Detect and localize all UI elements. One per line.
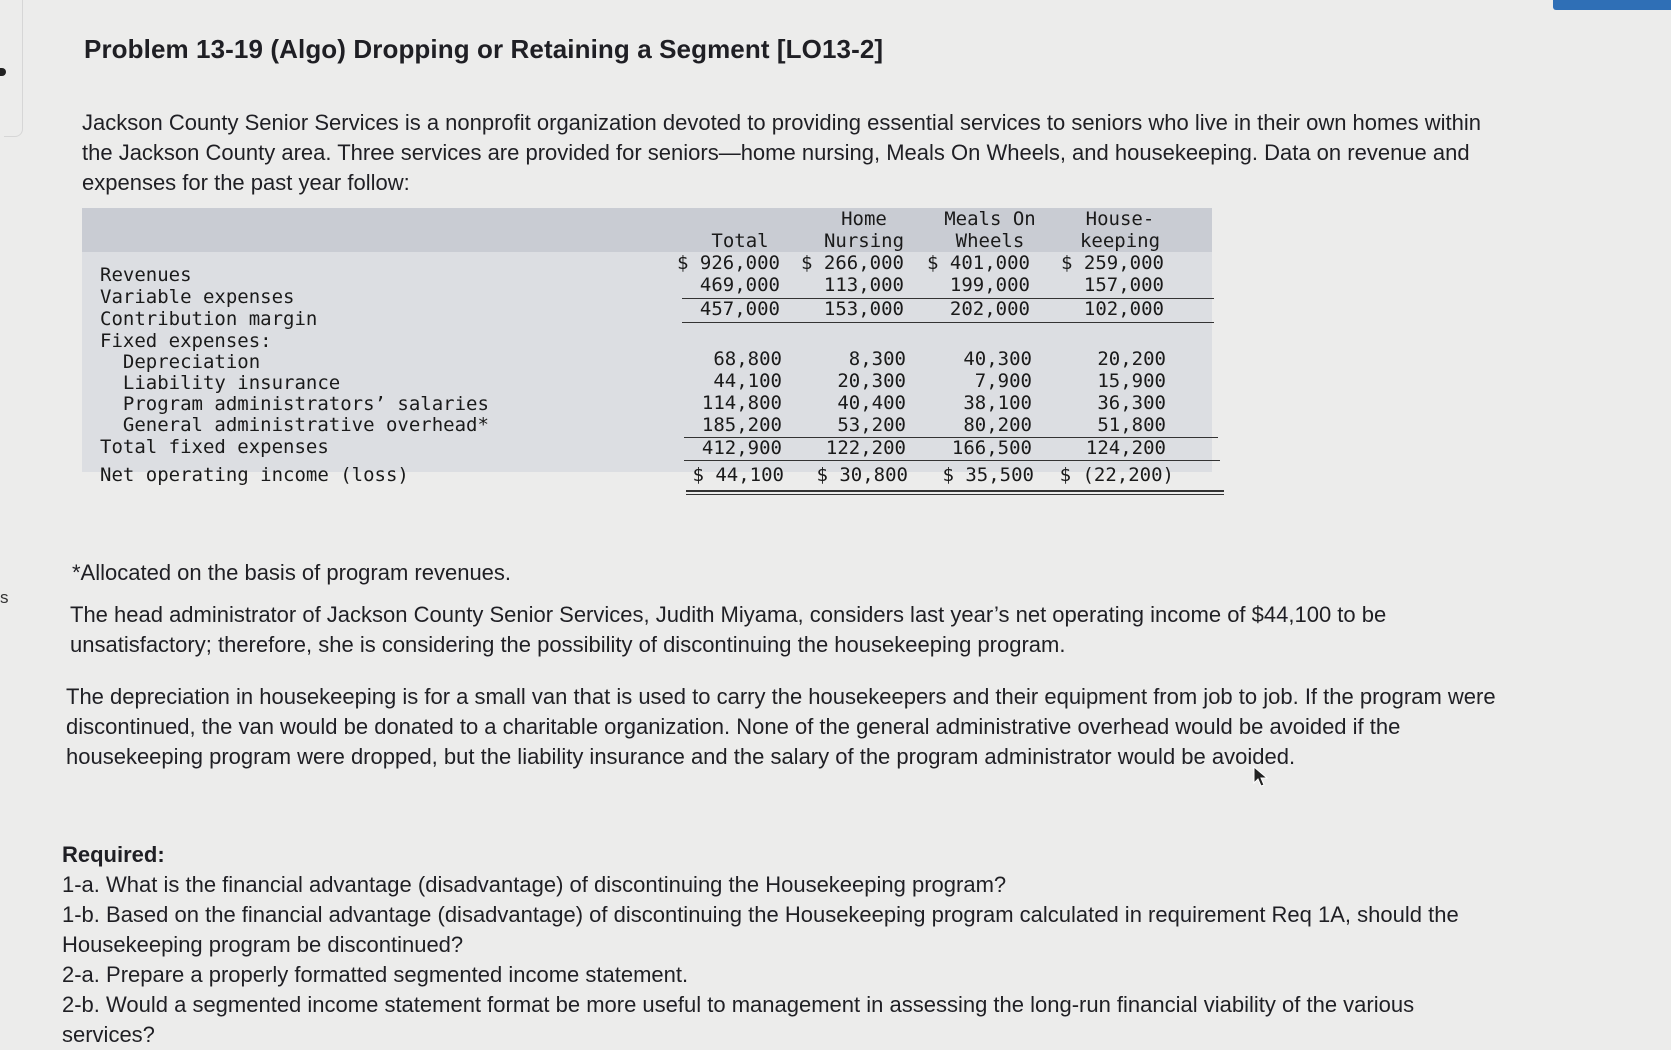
header-home-nursing	[804, 208, 924, 252]
table-cell: 8,300	[848, 348, 906, 370]
table-cell: 202,000	[949, 298, 1030, 320]
table-cell: 20,300	[837, 370, 906, 392]
header-meals-on-wheels	[930, 208, 1050, 252]
table-cell: $ 259,000	[1061, 252, 1164, 274]
table-cell: $ 30,800	[816, 464, 908, 486]
row-label: Variable expenses	[100, 286, 295, 308]
header-line1: Meals On	[944, 208, 1036, 230]
table-cell: $ 35,500	[942, 464, 1034, 486]
table-cell: 124,200	[1085, 437, 1166, 459]
table-cell: $ 44,100	[692, 464, 784, 486]
row-label: Liability insurance	[100, 372, 341, 394]
data-table	[82, 208, 1212, 512]
row-label: Total fixed expenses	[100, 436, 329, 458]
double-rule-bottom	[686, 494, 1224, 495]
row-label: Net operating income (loss)	[100, 464, 409, 486]
header-line2: Total	[711, 230, 769, 252]
table-cell: 20,200	[1097, 348, 1166, 370]
intro-paragraph: Jackson County Senior Services is a nonprofit organization devoted to providing essential services to seniors who live in their own homes within the Jackson County area. Three services are provided for seniors—home nursing, Meals On Wheels, and housekeeping. Data on revenue and expenses for the past year follow:	[82, 110, 1481, 195]
table-cell: 38,100	[963, 392, 1032, 414]
table-cell: 7,900	[974, 370, 1032, 392]
table-cell: $ 401,000	[927, 252, 1030, 274]
table-cell: 114,800	[701, 392, 782, 414]
table-cell: 53,200	[837, 414, 906, 436]
required-section	[62, 840, 1502, 1050]
table-cell: 122,200	[825, 437, 906, 459]
footnote: *Allocated on the basis of program revenues.	[72, 560, 512, 585]
header-housekeeping	[1060, 208, 1180, 252]
header-line2: Nursing	[823, 230, 905, 252]
table-cell: 185,200	[701, 414, 782, 436]
required-item: 2-b. Would a segmented income statement format be more useful to management in assessing the long-run financial viability of the various services?	[62, 992, 1415, 1047]
table-cell: 68,800	[713, 348, 782, 370]
table-cell: 15,900	[1097, 370, 1166, 392]
row-label: Contribution margin	[100, 308, 318, 330]
table-cell: 199,000	[949, 274, 1030, 296]
page-title: Problem 13-19 (Algo) Dropping or Retaining a Segment [LO13-2]	[84, 34, 884, 64]
double-rule-top	[686, 490, 1224, 492]
header-line1: Home	[841, 208, 887, 230]
subtotal-rule	[682, 322, 1214, 323]
table-cell: $ 266,000	[801, 252, 904, 274]
mouse-cursor-icon	[1253, 766, 1269, 788]
header-line2: Wheels	[955, 230, 1025, 252]
table-cell: 113,000	[823, 274, 904, 296]
table-cell: 153,000	[823, 298, 904, 320]
table-cell: 166,500	[951, 437, 1032, 459]
row-label: General administrative overhead*	[100, 414, 489, 436]
header-line1	[680, 208, 800, 230]
header-line1: House-	[1085, 208, 1155, 230]
table-cell: $ (22,200)	[1059, 464, 1174, 486]
row-label: Program administrators’ salaries	[100, 393, 489, 415]
table-cell: 36,300	[1097, 392, 1166, 414]
paragraph-depreciation: The depreciation in housekeeping is for a small van that is used to carry the housekeepers and their equipment from job to job. If the program were discontinued, the van would be donated to a charitable organization. None of the general administrative overhead would be avoided if the housekeeping program were dropped, but the liability insurance and the salary of the program administrator would be avoided.	[66, 684, 1496, 769]
table-cell: $ 926,000	[677, 252, 780, 274]
table-cell: 40,300	[963, 348, 1032, 370]
table-cell: 44,100	[713, 370, 782, 392]
table-cell: 412,900	[701, 437, 782, 459]
table-cell: 469,000	[699, 274, 780, 296]
row-label: Revenues	[100, 264, 192, 286]
required-item: 2-a. Prepare a properly formatted segmented income statement.	[62, 962, 689, 987]
required-item: 1-b. Based on the financial advantage (disadvantage) of discontinuing the Housekeeping program calculated in requirement Req 1A, should the Housekeeping program be discontinued?	[62, 902, 1459, 957]
header-total	[680, 208, 800, 252]
required-heading: Required:	[62, 842, 165, 867]
row-label: Depreciation	[100, 351, 261, 373]
subtotal-rule	[684, 460, 1220, 461]
table-cell: 80,200	[963, 414, 1032, 436]
header-line2: keeping	[1079, 230, 1161, 252]
row-label: Fixed expenses:	[100, 330, 272, 352]
top-accent-bar	[1553, 0, 1671, 10]
table-cell: 157,000	[1083, 274, 1164, 296]
table-cell: 40,400	[837, 392, 906, 414]
table-cell: 51,800	[1097, 414, 1166, 436]
left-border-frame	[4, 0, 23, 137]
required-item: 1-a. What is the financial advantage (disadvantage) of discontinuing the Housekeeping program?	[62, 872, 1007, 897]
edge-glyph: s	[0, 588, 9, 607]
table-cell: 102,000	[1083, 298, 1164, 320]
table-cell: 457,000	[699, 298, 780, 320]
paragraph-administrator: The head administrator of Jackson County Senior Services, Judith Miyama, considers last year’s net operating income of $44,100 to be unsatisfactory; therefore, she is considering the possibility of discontinuing the housekeeping program.	[70, 602, 1387, 657]
